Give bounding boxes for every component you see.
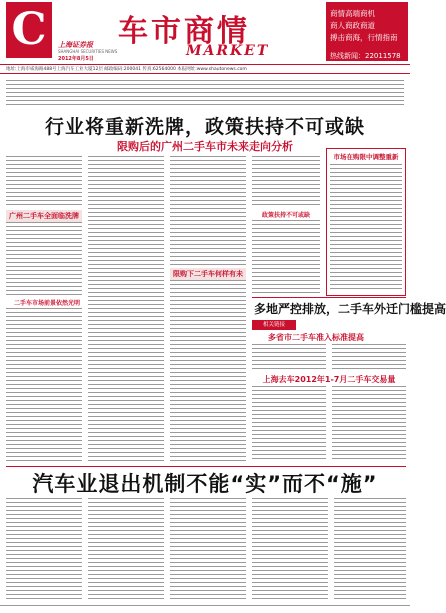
text-column [170, 498, 246, 602]
text-column [88, 498, 164, 602]
text-column [252, 156, 320, 208]
newspaper-logo-english: SHANGHAI SECURITIES NEWS [58, 49, 118, 54]
slogan-line: 搏击商海，行情指南 [330, 33, 398, 42]
text-column [252, 498, 328, 602]
text-column [332, 344, 406, 370]
text-column [6, 156, 82, 208]
text-column [88, 156, 164, 464]
section-subhead: 限购下二手车何样有未 [170, 268, 246, 280]
sidebar-box [326, 148, 406, 296]
article2-subheadline: 多省市二手车准入标准提高 [268, 333, 364, 342]
address-bar: 地址:上海市威海路488号上海汽车工业大厦12层 邮政编码:200041 传真:62564000 本报网址:www.shautonews.com [0, 64, 410, 74]
sidebar-text [330, 164, 402, 292]
main-subheadline: 限购后的广州二手车市未来走向分析 [117, 140, 293, 153]
text-block [6, 80, 404, 108]
article2-headline: 多地严控排放，二手车外迁门槛提高 [254, 302, 446, 316]
text-column [6, 222, 82, 296]
text-column [252, 220, 320, 294]
article-divider [252, 297, 406, 298]
text-column [170, 156, 246, 266]
slogan-line: 商情高端商机 [330, 9, 375, 18]
section-title: 车市商情 [118, 14, 250, 49]
section-subhead: 二手车市场前景依然光明 [14, 300, 81, 307]
issue-date: 2012年8月5日 [58, 56, 94, 62]
related-link-tag: 相关链接 [252, 320, 296, 330]
text-column [6, 308, 82, 464]
section-letter-badge: C [6, 2, 52, 58]
article-divider [6, 466, 406, 467]
text-column [332, 386, 406, 462]
slogan-line: 商人商政商道 [330, 21, 375, 30]
text-column [252, 386, 326, 462]
footer-rule [0, 605, 410, 613]
newspaper-logo: 上海证券报 [58, 41, 93, 49]
slogan-box [326, 2, 408, 61]
sidebar-title: 市场在购限中调整重新 [333, 153, 399, 161]
text-column [6, 498, 82, 602]
main-headline: 行业将重新洗牌，政策扶持不可或缺 [44, 116, 365, 138]
article3-headline: 汽车业退出机制不能“实”而不“施” [32, 472, 378, 496]
text-column [252, 344, 326, 370]
text-column [170, 280, 246, 464]
section-subhead: 政策扶持不可或缺 [262, 212, 311, 219]
section-subhead: 广州二手车全面临洗牌 [6, 210, 82, 222]
news-hotline: 热线新闻：22011578 [330, 52, 401, 60]
text-column [334, 498, 406, 602]
masthead [0, 0, 410, 64]
article2-mini-headline: 上海去车2012年1-7月二手车交易量 [262, 375, 396, 384]
section-title-english: MARKET [186, 43, 270, 59]
